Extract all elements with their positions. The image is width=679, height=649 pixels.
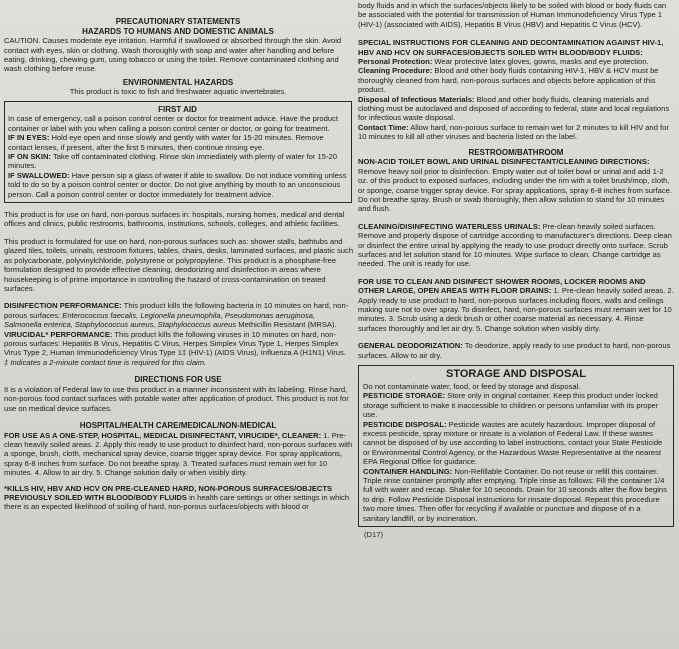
- container-paragraph: CONTAINER HANDLING: Non-Refillable Container. Do not reuse or refill this container. Triple rinse container promptly after emptying. Triple rinse as follows: Fill the container 1/4 full with water and recap. Shake for 10 seconds. Drain for 10 seconds after the flow begins to drip. Follow Pesticide Disposal instructions for rinsate disposal. Repeat this procedure two more times. Then offer for recycling if available or puncture and dispose of in a sanitary landfill, or by incineration.: [363, 466, 667, 523]
- precaution-title: PRECAUTIONARY STATEMENTS: [115, 17, 241, 26]
- special-heading: SPECIAL INSTRUCTIONS FOR CLEANING AND DECONTAMINATION AGAINST HIV-1, HBV AND HCV ON SURFACES/OBJECTS SOILED WITH BLOOD/BODY FLUIDS:: [358, 38, 664, 57]
- continued-text: body fluids and in which the surfaces/objects likely to be soiled with blood or body fluids can be associated with the potential for transmission of Human Immunodeficiency Virus Type 1 (HIV-1) (associated with AIDS), Hepatitis B Virus (HBV) and Hepatitis C Virus (HCV).: [358, 1, 667, 29]
- cleaning-paragraph: Cleaning Procedure: Blood and other body fluids containing HIV-1, HBV & HCV must be thoroughly cleaned from hard, non-porous surfaces and objects before application of this product.: [358, 66, 659, 95]
- directions-title: DIRECTIONS FOR USE: [134, 375, 222, 385]
- storage-title: STORAGE AND DISPOSAL: [446, 368, 586, 380]
- deodor-paragraph: GENERAL DEODORIZATION: To deodorize, apply ready to use product to hard, non-porous surfaces. Allow to air dry.: [358, 341, 671, 360]
- virucidal-paragraph: VIRUCIDAL* PERFORMANCE: This product kills the following viruses in 10 minutes on hard, non-porous surfaces: Hepatitis B Virus, Hepatitis C Virus, Herpes Simplex Virus Type 1, Herpes Simplex Virus Type 2, Human Immunodeficiency Virus Type 1‡ (HIV-1) (AIDS Virus), Influenza A (H1N1) Virus.: [4, 329, 346, 358]
- restroom-title: RESTROOM/BATHROOM: [468, 147, 564, 157]
- contact-paragraph: Contact Time: Allow hard, non-porous surface to remain wet for 2 minutes to kill HIV and for 10 minutes to kill all other viruses and bacteria listed on the label.: [358, 122, 669, 142]
- shower-paragraph: FOR USE TO CLEAN AND DISINFECT SHOWER ROOMS, LOCKER ROOMS AND OTHER LARGE, OPEN AREAS WITH FLOOR DRAINS: 1. Pre-clean heavily soiled areas. 2. Apply ready to use product to hard, non-porous surfaces including floors, walls and ceilings making sure not to over spray. To disinfect, hard, non-porous surfaces must remain wet for 10 minutes. 3. Scrub using a deck brush or other coarse material as necessary. 4. Rinse surfaces thoroughly and let air dry. 5. Change solution when visibly dirty.: [358, 276, 674, 333]
- storage-intro: Do not contaminate water, food, or feed by storage and disposal.: [363, 382, 581, 391]
- first-aid-eyes: IF IN EYES: Hold eye open and rinse slowly and gently with water for 15-20 minutes. Remove contact lenses, if present, after the first 5 minutes, then continue rinsing eye.: [8, 133, 324, 152]
- restroom-text: Remove heavy soil prior to disinfection. Empty water out of toilet bowl or urinal and add 1-2 oz. of this product to exposed surfaces, including under the rim with a toilet brush/mop, cloth, or sponge, coarse trigger spray device. For spray applications, spray 6-8 inches from surface. Do not breathe spray. Brush or swab thoroughly, then allow solution to stand for 10 minutes and flush.: [358, 166, 673, 214]
- first-aid-intro: In case of emergency, call a poison control center or doctor for treatment advice. Have the product container or label with you when calling a poison control center or doctor, or going for treatment.: [8, 114, 338, 133]
- hospital-paragraph: FOR USE AS A ONE-STEP, HOSPITAL, MEDICAL DISINFECTANT, VIRUCIDE*, CLEANER: 1. Pre-clean heavily soiled areas. 2. Apply this ready to use product to disinfect hard, non-porous surfaces with a sponge, brush, cloth, mechanical spray device, coarse trigger spray device. For spray applications, spray 6-8 inches from surface. Do not breathe spray. 3. Treated surfaces must remain wet for 10 minutes. 4. Allow to air dry. 5. Change solution daily or when visibly dirty.: [4, 430, 353, 478]
- first-aid-title: FIRST AID: [158, 104, 197, 114]
- right-column: [358, 0, 674, 540]
- precaution-subtitle: HAZARDS TO HUMANS AND DOMESTIC ANIMALS: [82, 26, 274, 36]
- contact-note: ‡ Indicates a 2-minute contact time is required for this claim.: [4, 357, 207, 367]
- kills-paragraph: *KILLS HIV, HBV AND HCV ON PRE-CLEANED HARD, NON-POROUS SURFACES/OBJECTS PREVIOUSLY SOILED WITH BLOOD/BODY FLUIDS in health care settings or other settings in which there is an expected likelihood of soiling of hard, non-porous surfaces/objects with blood or: [4, 483, 350, 512]
- first-aid-box: [4, 101, 352, 203]
- caution-label: CAUTION.: [4, 36, 41, 46]
- protection-paragraph: Personal Protection: Wear protective latex gloves, gowns, masks and eye protection.: [358, 57, 649, 67]
- directions-text: It is a violation of Federal law to use this product in a manner inconsistent with its labeling. Rinse hard, non-porous food contact surfaces with potable water after application of product. This product is not for use on medical device surfaces.: [4, 384, 349, 413]
- caution-paragraph: CAUTION. Causes moderate eye irritation. Harmful if swallowed or absorbed through the skin. Avoid contact with eyes, skin or clothing. Wash thoroughly with soap and water after handling and before eating, drinking, chewing gum, using tobacco or using the toilet. Remove contaminated clothing and wash clothing before reuse.: [4, 36, 342, 74]
- restroom-heading: NON-ACID TOILET BOWL AND URINAL DISINFECTANT/CLEANING DIRECTIONS:: [358, 157, 650, 167]
- hospital-title: HOSPITAL/HEALTH CARE/MEDICAL/NON-MEDICAL: [79, 420, 277, 430]
- first-aid-swallowed: IF SWALLOWED: Have person sip a glass of water if able to swallow. Do not induce vomiting unless told to do so by a poison control center or doctor. Do not give anything by mouth to an unconscious person. Call a poison control center or doctor immediately for treatment advice.: [8, 170, 347, 199]
- disinfection-paragraph: DISINFECTION PERFORMANCE: This product kills the following bacteria in 10 minutes on hard, non-porous surfaces: Enterococcus faecalis, Legionella pneumophila, Pseudomonas aeruginosa, Salmonella enterica, Staphylococcus aureus, Staphylococcus aureus Methicillin Resistant (MRSA).: [4, 301, 349, 330]
- use-paragraph-1: This product is for use on hard, non-porous surfaces in: hospitals, nursing homes, medical and dental offices and clinics, public restrooms, bathrooms, institutions, schools, colleges, and athletic facilities.: [4, 210, 345, 229]
- env-text: This product is toxic to fish and freshwater aquatic invertebrates.: [69, 87, 287, 97]
- env-title: ENVIRONMENTAL HAZARDS: [122, 77, 234, 87]
- storage-paragraph: PESTICIDE STORAGE: Store only in original container. Keep this product under locked storage sufficient to make it inaccessible to children or persons unfamiliar with its proper use.: [363, 391, 659, 420]
- first-aid-skin: IF ON SKIN: Take off contaminated clothing. Rinse skin immediately with plenty of water for 15-20 minutes.: [8, 152, 337, 171]
- storage-box: [358, 365, 674, 527]
- disposal-paragraph: Disposal of Infectious Materials: Blood and other body fluids, cleaning materials and clothing must be autoclaved and disposed of according to federal, state and local regulations for infectious waste disposal.: [358, 94, 670, 123]
- urinals-paragraph: CLEANING/DISINFECTING WATERLESS URINALS: Pre-clean heavily soiled surfaces. Remove and properly dispose of cartridge according to manufacturer's directions. Deep clean or disinfect the entire urinal by applying the ready to use product directly onto surface. Scrub surfaces and let solution stand for 10 minutes. Wipe surface to clean. Change cartridge as needed. The unit is ready for use.: [358, 221, 672, 269]
- left-column: [2, 0, 354, 512]
- pesticide-disposal-paragraph: PESTICIDE DISPOSAL: Pesticide wastes are acutely hazardous. Improper disposal of excess pesticide, spray mixture or rinsate is a violation of Federal Law. If these wastes cannot be disposed of by use according to label instructions, contact your State Pesticide or Environmental Control Agency, or the Hazardous Waste Representative at the nearest EPA Regional Office for guidance.: [363, 419, 663, 467]
- use-paragraph-2: This product is formulated for use on hard, non-porous surfaces such as: shower stalls, bathtubs and glazed tiles, toilets, urinals, restroom fixtures, tables, chairs, desks, laminated surfaces, and plastic such as polycarbonate, polyvinylchloride, polystyrene or polypropylene. This product is a phosphate-free formulation designed to provide effective cleaning, deodorizing and disinfection in areas where housekeeping is of prime importance in controlling the hazard of cross-contamination on treated surfaces.: [4, 236, 354, 293]
- label-code: (D17): [364, 530, 383, 540]
